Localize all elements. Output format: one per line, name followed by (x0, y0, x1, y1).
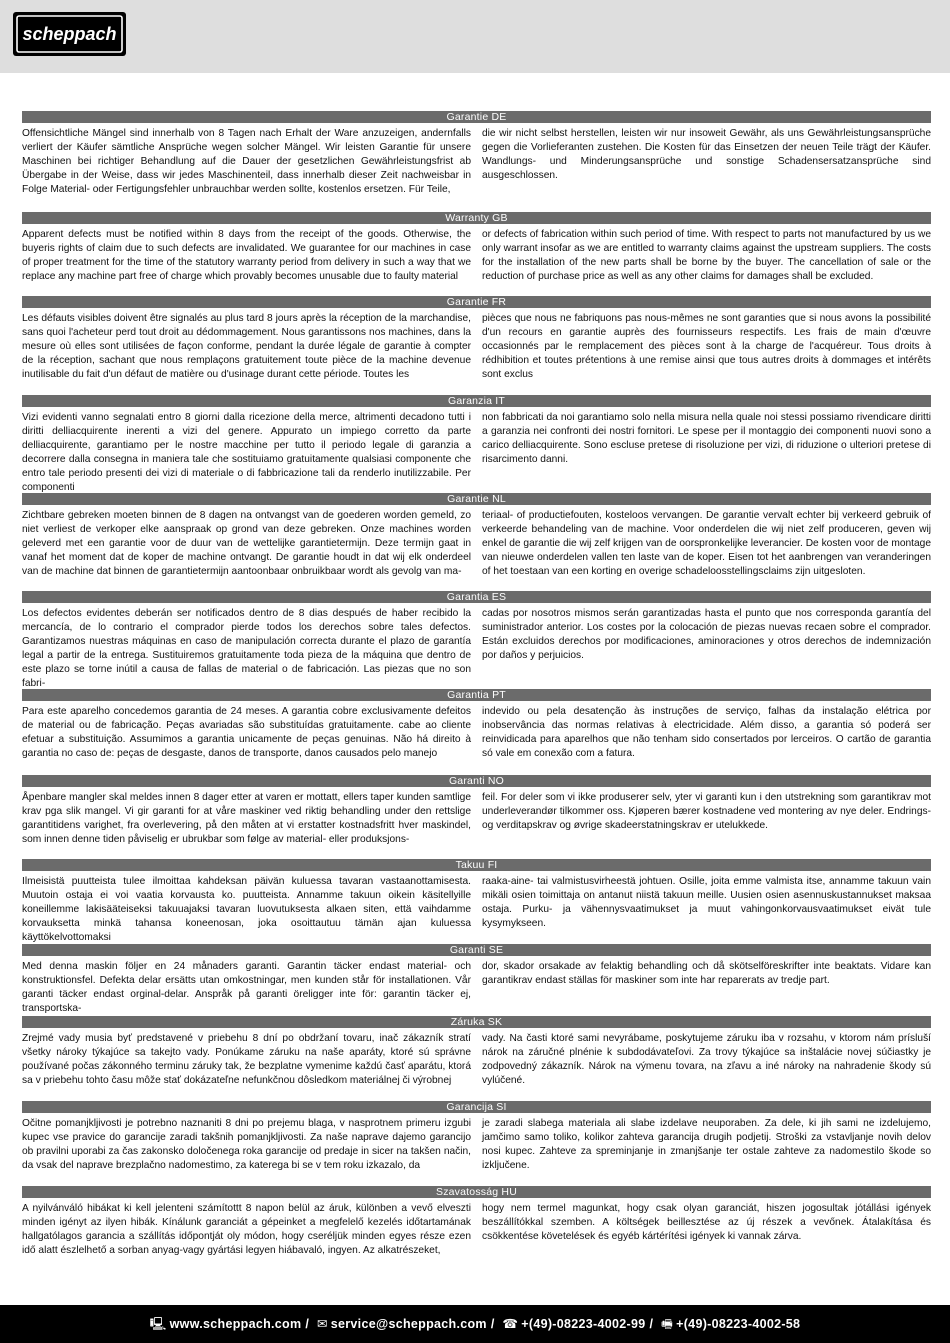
section-title: Garantie FR (22, 296, 931, 308)
envelope-icon: ✉ (316, 1317, 328, 1331)
section-title: Garanti SE (22, 944, 931, 956)
section-text-left: Les défauts visibles doivent être signalés au plus tard 8 jours après la réception de la marchandise, sans quoi l'acheteur perd tout droit au dédommagement. Nous garantissons nos machines, dans la mesure où elles sont utilisées de façon conforme, pendant la durée légale de garantie à compter de la réception, sachant que nous remplaçons gratuitement toute pièce de la machine devenue inutilisable du fait d'un défaut de matière ou d'usinage durant cette période. Toutes les (22, 313, 471, 380)
footer-email[interactable]: service@scheppach.com (330, 1317, 487, 1331)
section-text-left: Offensichtliche Mängel sind innerhalb von 8 Tagen nach Erhalt der Ware anzuzeigen, andernfalls verliert der Käufer sämtliche Ansprüche wegen solcher Mängel. Wir leisten Garantie für unsere Maschinen bei richtiger Behandlung auf die Dauer der gesetzlichen Gewährleistungsfrist ab Übergabe in der Weise, dass wir jedes Maschinenteil, dass innerhalb dieser Zeit nachweisbar in Folge Material- oder Fertigungsfehler unbrauchbar werden sollte, kostenlos ersetzen. Für Teile, (22, 128, 471, 195)
section-de (22, 111, 931, 197)
section-title: Garantia PT (22, 689, 931, 701)
section-title: Záruka SK (22, 1016, 931, 1028)
section-title: Garancija SI (22, 1101, 931, 1113)
section-title: Garantia ES (22, 591, 931, 603)
section-gb (22, 212, 931, 284)
section-text-right: indevido ou pela desatenção às instruções de serviço, falhas da instalação elétrica por inobservância das normas relativas à electricidade. Além disso, a garantia só poderá ser reinvidicada para aparelhos que não tenham sido consertados por lerceiros. O cartão de garantia só vale em conexão com a fatura. (482, 706, 931, 759)
section-text-left: Ilmeisistä puutteista tulee ilmoittaa kahdeksan päivän kuluessa tavaran vastaanottamisesta. Muutoin ostaja ei voi vaatia korvausta ko. puutteista. Annamme takuun oikein käsitellyille koneillemme lakisääteiseksi takuuajaksi tavaran luovutuksesta alkaen siten, että vaihdamme korvauksetta minkä tahansa koneenosan, joka osoittautuu tämän ajan kuluessa käyttökelvottomaksi (22, 876, 471, 943)
section-title: Garanti NO (22, 775, 931, 787)
section-text-left: Apparent defects must be notified within 8 days from the receipt of the goods. Otherwise, the buyeris rights of claim due to such defects are invalidated. We guarantee for our machines in case of proper treatment for the time of the statutory warranty period from delivery in such a way that we replace any machine part free of charge which provably becomes unusable due to faulty material (22, 229, 471, 282)
section-title: Garantie DE (22, 111, 931, 123)
footer-separator: / (649, 1317, 654, 1331)
footer-website[interactable]: www.scheppach.com (169, 1317, 302, 1331)
section-text-right: cadas por nosotros mismos serán garantizadas hasta el punto que nos corresponda garantía del suministrador anterior. Los costes por la colocación de piezas nuevas recaen sobre el comprador. Están excluidos derechos por modificaciones, aminoraciones y otros derechos de indemnización por daños y perjuicios. (482, 608, 931, 661)
section-title: Szavatosság HU (22, 1186, 931, 1198)
section-it (22, 395, 931, 495)
section-text-left: Med denna maskin följer en 24 månaders garanti. Garantin täcker endast material- och konstruktionsfel. Defekta delar ersätts utan omkostningar, men kunden står för installationen. Vår garanti täcker endast orginal-delar. Anspråk på garanti öreligger inte för: garantin täcker ej, transportska- (22, 961, 471, 1014)
section-text-right: raaka-aine- tai valmistusvirheestä johtuen. Osille, joita emme valmista itse, annamme takuun vain mikäli osien toimittaja on antanut niistä takuun meille. Uusien osien asennuskustannukset maksaa ostaja. Purku- ja vähennysvaatimukset ja muut vahingonkorvausvaatimukset eivät tule kysymykseen. (482, 876, 931, 929)
section-no (22, 775, 931, 847)
section-se (22, 944, 931, 1016)
computer-icon: 🖳 (149, 1317, 167, 1331)
section-text-right: vady. Na časti ktoré sami nevyrábame, poskytujeme záruku iba v rozsahu, v ktorom nám prísluší nárok na záručné plnénie k subdodávateľovi. Za trovy týkajúce sa inštalácie novej súčiastky je zodpovedný zákazník. Nárok na výmenu tovara, na zľavu a iné nároky na nahradenie škody sú vylúčené. (482, 1033, 931, 1086)
section-text-right: or defects of fabrication within such period of time. With respect to parts not manufactured by us we only warrant insofar as we are entitled to warranty claims against the upstream suppliers. The costs for the installation of the new parts shall be borne by the buyer. The cancellation of sale or the reduction of purchase price as well as any other claims for damages shall be excluded. (482, 229, 931, 282)
section-es (22, 591, 931, 691)
section-title: Takuu FI (22, 859, 931, 871)
footer-separator: / (305, 1317, 310, 1331)
section-text-left: Los defectos evidentes deberán ser notificados dentro de 8 dias después de haber recibido la mercancía, de lo contrario el comprador pierde todos los derechos sobre tales defectos. Garantizamos nuestras máquinas en caso de manipulación correcta durante el plazo de garantía legal a partir de la entrega. Sustituiremos gratuitamente toda pieza de la máquina que dentro de este plazo se torne inútil a causa de fallas de material o de fabricación. Las piezas que no son fabri- (22, 608, 471, 689)
footer-contact-bar (0, 1305, 950, 1343)
section-pt (22, 689, 931, 761)
section-text-right: dor, skador orsakade av felaktig behandling och då skötselföreskrifter inte beaktats. Vidare kan garantikrav endast ställas för maskiner som inte har reparerats av tredje part. (482, 961, 931, 986)
footer-separator: / (490, 1317, 495, 1331)
section-text-right: non fabbricati da noi garantiamo solo nella misura nella quale noi stessi possiamo rivendicare diritti a garanzia nei confronti dei nostri fornitori. Le spese per il montaggio dei componenti nuovi sono a carico delliacquirente. Sono escluse pretese di risoluzione per vizi, di riduzione o ulteriori pretese di risarcimento danni. (482, 412, 931, 465)
section-text-left: Åpenbare mangler skal meldes innen 8 dager etter at varen er mottatt, ellers taper kunden samtlige krav pga slik mangel. Vi gir garanti for at våre maskiner ved riktig behandling under den rettslige garantitidens varighet, fra overlevering, på den måten at vi erstatter kostnadsfritt hver maskindel, som innen denne tiden påviselig er ubrukbar som følge av material- eller produksjons- (22, 792, 471, 845)
section-title: Garanzia IT (22, 395, 931, 407)
logo-wordmark: scheppach (22, 24, 117, 44)
telephone-icon: ☎ (502, 1317, 519, 1331)
scheppach-logo (13, 12, 126, 56)
footer-fax: +(49)-08223-4002-58 (676, 1317, 801, 1331)
section-text-left: A nyilvánváló hibákat ki kell jelenteni számítottt 8 napon belül az áruk, különben a vevő elveszti minden igényt az ilyen hibák. Kínálunk garanciát a gépeinket a megfelelő kezelés időtartamának hallgatólagos garancia a szállítás időpontját oly módon, hogy cseréljük minden egyes része ezen idő alatt észlelhető a sorban anyag-vagy gyártási legyen hiábavaló, ingyen. Az alkatrészeket, (22, 1203, 471, 1256)
section-si (22, 1101, 931, 1173)
section-text-right: je zaradi slabega materiala ali slabe izdelave neuporaben. Za dele, ki jih sami ne izdelujemo, jamčimo samo toliko, kolikor zahteva garancija drugih podjetij. Stroški za vstavljanje novih delov nosi kupec. Zahteve za spreminjanje in zmanjšanje ter ostale zahteve za nadomestilo škode so izključene. (482, 1118, 931, 1171)
section-text-left: Para este aparelho concedemos garantia de 24 meses. A garantia cobre exclusivamente defeitos de material ou de fabricação. Peças avariadas são substituídas gratuitamente. cabe ao cliente efetuar a substituição. Assumimos a garantia unicamente de peças genuinas. Não há direito à garantia no caso de: peças de desgaste, danos de transporte, danos causados pelo manejo (22, 706, 471, 759)
section-hu (22, 1186, 931, 1258)
section-sk (22, 1016, 931, 1088)
section-text-left: Zrejmé vady musia byť predstavené v priebehu 8 dní po obdržaní tovaru, inač zákazník stratí všetky nároky týkajúce sa takejto vady. Ponúkame záruku na naše aparáty, ktoré sú správne používané počas zákonného terminu záruky tak, že bezplatne vymenime každú časť aparátu, ktorá sa v priebehu tohto času môže stať dokázateľne nefunkčnou dôsledkom materiálnej či výrobnej (22, 1033, 471, 1086)
section-text-left: Zichtbare gebreken moeten binnen de 8 dagen na ontvangst van de goederen worden gemeld, zo niet verliest de verkoper elke aanspraak op grond van deze gebreken. Onze machines worden geleverd met een garantie voor de duur van de wettelijke garantietermijn. Deze termijn gaat in vanaf het moment dat de koper de machine ontvangt. De garantie houdt in dat wij elk onderdeel van de machine dat binnen de garantietermijn aantoonbaar onbruikbaar wordt als gevolg van ma- (22, 510, 471, 577)
section-fi (22, 859, 931, 945)
section-text-right: pièces que nous ne fabriquons pas nous-mêmes ne sont garanties que si nous avons la possibilité d'un recours en garantie auprès des fournisseurs respectifs. Les frais de main d'œuvre occasionnés par le remplacement des pièces sont à la charge de l'acquéreur. Tous droits à rédhibition et toutes prétentions à une remise ainsi que tous autres droits à dommages et intérêts sont exclus (482, 313, 931, 380)
footer-phone[interactable]: +(49)-08223-4002-99 (521, 1317, 646, 1331)
section-text-right: teriaal- of productiefouten, kosteloos vervangen. De garantie vervalt echter bij verkeerd gebruik of verkeerde behandeling van de machine. Voor onderdelen die wij niet zelf produceren, geven wij enkel de garantie die wij zelf krijgen van de oorspronkelijke leverancier. De kosten voor de montage van nieuwe onderdelen vallen ten laste van de koper. Eisen tot het aanbrengen van veranderingen of het toestaan van een korting en overige schadeloosstellingsclaims zijn uitgesloten. (482, 510, 931, 577)
section-text-left: Očitne pomanjkljivosti je potrebno naznaniti 8 dni po prejemu blaga, v nasprotnem primeru izgubi kupec vse pravice do garancije zaradi takšnih pomanjkljivosti. Za naše naprave dajemo garancijo ob pravilni uporabi za čas zakonsko določenega roka garancije od predaje in sicer na takšen način, da vsak del naprave brezplačno nadomestimo, za katerega bi se v tem roku izkazalo, da (22, 1118, 471, 1171)
section-title: Warranty GB (22, 212, 931, 224)
section-title: Garantie NL (22, 493, 931, 505)
section-text-right: die wir nicht selbst herstellen, leisten wir nur insoweit Gewähr, als uns Gewährleistungsansprüche gegen die Vorlieferanten zustehen. Die Kosten für das Einsetzen der neuen Teile trägt der Käufer. Wandlungs- und Minderungsansprüche und sonstige Schadensersatzansprüche sind ausgeschlossen. (482, 128, 931, 181)
fax-icon: 🖷 (661, 1317, 674, 1331)
section-text-right: feil. For deler som vi ikke produserer selv, yter vi garanti kun i den utstrekning som garantikrav mot underleverandør tilkommer oss. Kjøperen bærer kostnadene ved montering av nye deler. Endrings- og verditapskrav og øvrige skadeerstatningskrav er utelukkede. (482, 792, 931, 831)
section-text-left: Vizi evidenti vanno segnalati entro 8 giorni dalla ricezione della merce, altrimenti decadono tutti i diritti delliacquirente inerenti a vizi del genere. Appurato un impiego corretto da parte delliacquirente, garantiamo per le nostre macchine per tutto il periodo legale di garanzia a decorrere dalla consegna in maniera tale che sostituiamo gratuitamente qualsiasi componente che entro tale periodo presenti dei vizi di materiale o di fabbricazione tali da renderlo inutilizzabile. Per componenti (22, 412, 471, 493)
header-bar (0, 0, 950, 73)
section-nl (22, 493, 931, 579)
section-fr (22, 296, 931, 382)
section-text-right: hogy nem termel magunkat, hogy csak olyan garanciát, hiszen jogosultak jótállási igények beszállítókkal szemben. A költségek beillesztése az új részek a vevőnek. Átalakítása és csökkentése követelések és egyéb kártérítési igények ki vannak zárva. (482, 1203, 931, 1242)
